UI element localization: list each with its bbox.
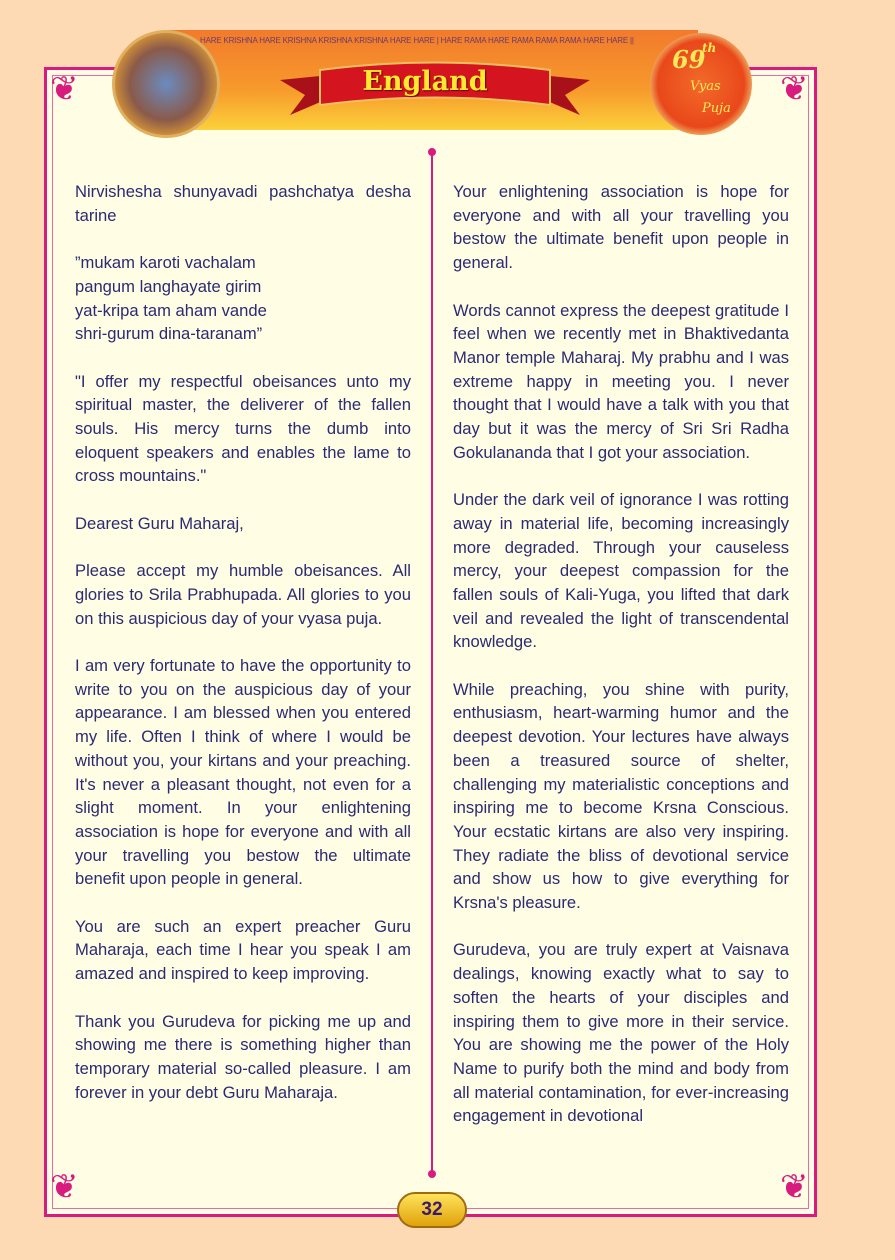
badge-line2: Puja [702, 101, 731, 116]
paragraph: Your enlightening association is hope for everyone and with all your travelling you bestow the ultimate benefit upon people in general. [453, 182, 789, 273]
paragraph: While preaching, you shine with purity, enthusiasm, heart-warming humor and the deepest devotion. Your lectures have always been a treasured source of shelter, challenging my materialistic conceptions and inspiring me to become Krsna Conscious. Your ecstatic kirtans are also very inspiring. They radiate the bliss of devotional service and show us how to give everything for Krsna's pleasure. [453, 679, 789, 913]
paragraph: Nirvishesha shunyavadi pashchatya desha tarine [75, 182, 411, 225]
badge-line1: Vyas [690, 79, 721, 94]
paragraph: Thank you Gurudeva for picking me up and showing me there is something higher than temporary material so-called pleasure. I am forever in your debt Guru Maharaja. [75, 1011, 411, 1102]
ornament-corner-icon: ❦ [780, 1168, 809, 1206]
paragraph: Please accept my humble obeisances. All glories to Srila Prabhupada. All glories to you on this auspicious day of your vyasa puja. [75, 561, 411, 628]
paragraph: "I offer my respectful obeisances unto my spiritual master, the deliverer of the fallen souls. His mercy turns the dumb into eloquent speakers and enables the lame to cross mountains." [75, 371, 411, 486]
paragraph: You are such an expert preacher Guru Maharaja, each time I hear you speak I am amazed and inspired to keep improving. [75, 916, 411, 984]
header-chant: HARE KRISHNA HARE KRISHNA KRISHNA KRISHNA HARE HARE | HARE RAMA HARE RAMA RAMA RAMA HARE HARE || [200, 36, 634, 45]
badge-suffix: th [702, 41, 717, 55]
sanskrit-verse: ”mukam karoti vachalam pangum langhayate girim yat-kripa tam aham vande shri-gurum dina-taranam” [75, 253, 267, 344]
ornament-corner-icon: ❦ [780, 70, 809, 108]
page-number: 32 [397, 1192, 467, 1228]
salutation: Dearest Guru Maharaj, [75, 513, 244, 533]
column-divider [431, 152, 433, 1174]
vyas-puja-badge [650, 33, 752, 135]
ornament-corner-icon: ❦ [50, 1168, 79, 1206]
divider-dot [428, 1170, 436, 1178]
paragraph: Gurudeva, you are truly expert at Vaisnava dealings, knowing exactly what to say to soften the hearts of your disciples and inspiring them to give more in their service. You are showing me the power of the Holy Name to purify both the mind and body from all material contamination, for ever-increasing engagement in devotional [453, 940, 789, 1126]
ornament-corner-icon: ❦ [50, 70, 79, 108]
right-column [453, 180, 789, 1152]
divider-dot [428, 148, 436, 156]
paragraph: I am very fortunate to have the opportunity to write to you on the auspicious day of your appearance. I am blessed when you entered my life. Often I think of where I would be without you, your kirtans and your preaching. It's never a pleasant thought, not even for a slight moment. In your enlightening association is hope for everyone and with all your travelling you bestow the ultimate benefit upon people in general. [75, 655, 411, 889]
paragraph: Under the dark veil of ignorance I was rotting away in material life, becoming increasingly more degraded. Through your causeless mercy, your deepest compassion for the fallen souls of Kali-Yuga, you lifted that dark veil and revealed the light of transcendental knowledge. [453, 490, 789, 652]
paragraph: Words cannot express the deepest gratitude I feel when we recently met in Bhaktivedanta Manor temple Maharaj. My prabhu and I was extreme happy in meeting you. I never thought that I would have a talk with you that day but it was the mercy of Sri Sri Radha Gokulananda that I got your association. [453, 300, 789, 462]
deity-medallion [112, 30, 220, 138]
page-title: England [362, 66, 488, 97]
left-column [75, 180, 411, 1128]
badge-number: 69 [672, 45, 706, 74]
